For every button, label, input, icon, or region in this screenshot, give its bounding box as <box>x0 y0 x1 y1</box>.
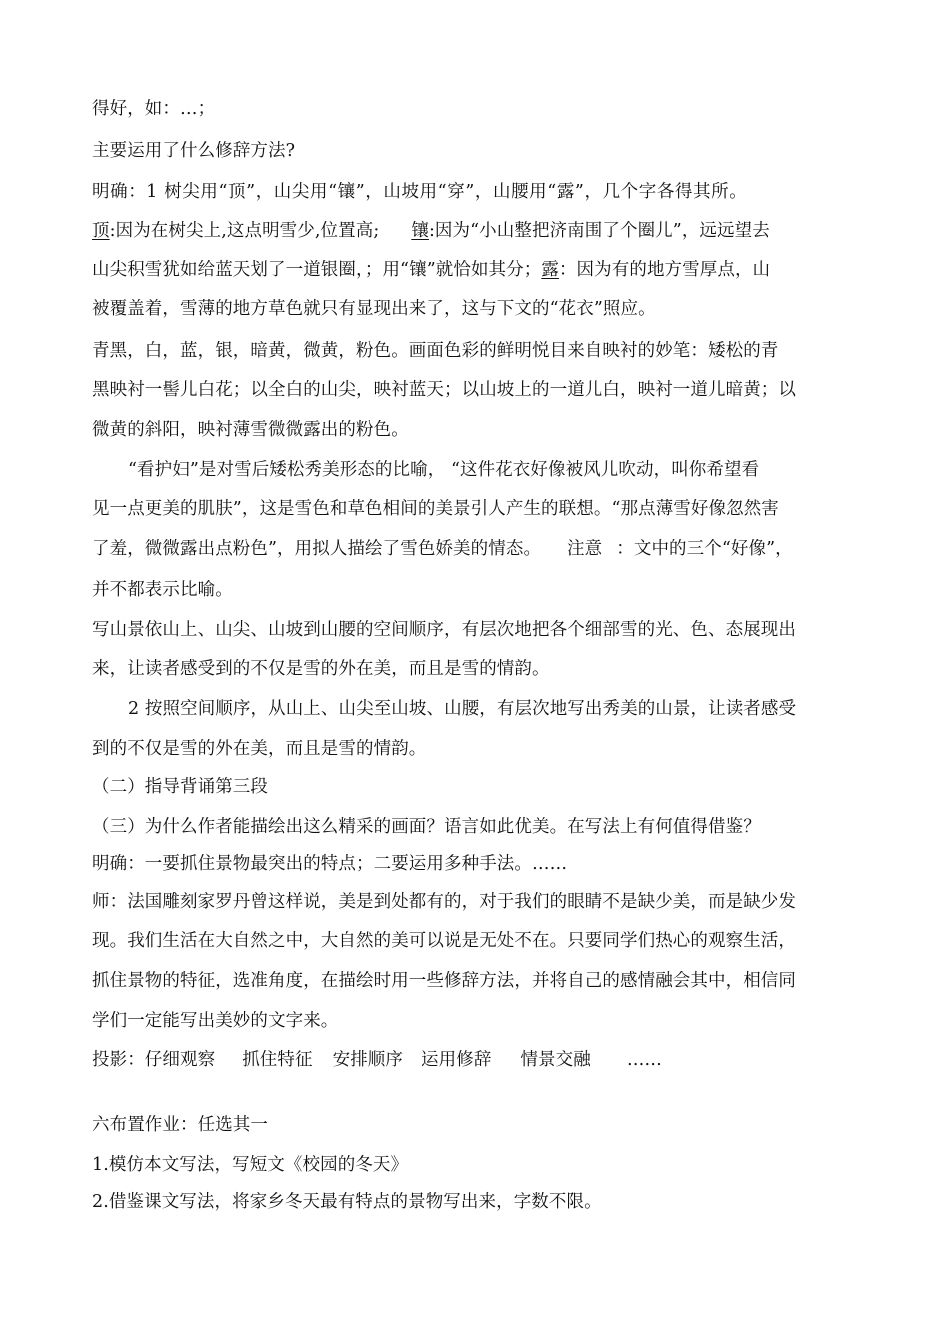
section-heading: （二）指导背诵第三段 <box>92 777 268 797</box>
text-span: 抓住特征 <box>242 1050 313 1070</box>
text-line: 写山景依山上、山尖、山坡到山腰的空间顺序，有层次地把各个细部雪的光、色、态展现出 <box>92 620 796 640</box>
underlined-word: 镶 <box>411 221 429 241</box>
text-line: 被覆盖着，雪薄的地方草色就只有显现出来了，这与下文的“花衣”照应。 <box>92 299 656 319</box>
text-span: :因为在树尖上,这点明雪少,位置高; <box>109 221 380 241</box>
list-item: 1.模仿本文写法，写短文《校园的冬天》 <box>92 1155 409 1175</box>
text-line: 抓住景物的特征，选准角度，在描绘时用一些修辞方法，并将自己的感情融会其中，相信同 <box>92 971 796 991</box>
text-span: :因为“小山整把济南围了个圈儿”，远远望去 <box>428 221 770 241</box>
text-line: 来，让读者感受到的不仅是雪的外在美，而且是雪的情韵。 <box>92 659 550 679</box>
text-line: 明确：1 树尖用“顶”，山尖用“镶”，山坡用“穿”，山腰用“露”，几个字各得其所。 <box>92 182 748 202</box>
list-item: 2.借鉴课文写法，将家乡冬天最有特点的景物写出来，字数不限。 <box>92 1192 602 1212</box>
text-span: 投影：仔细观察 <box>92 1050 216 1070</box>
text-span: 安排顺序 <box>332 1050 404 1070</box>
text-line: 明确：一要抓住景物最突出的特点；二要运用多种手法。…… <box>92 854 568 874</box>
text-line: 现。我们生活在大自然之中，大自然的美可以说是无处不在。只要同学们热心的观察生活， <box>92 931 796 951</box>
question-heading: 主要运用了什么修辞方法? <box>92 141 296 161</box>
underlined-word: 露 <box>541 260 559 280</box>
note-label: 注意 <box>567 539 603 559</box>
text-line: 师：法国雕刻家罗丹曾这样说，美是到处都有的，对于我们的眼睛不是缺少美，而是缺少发 <box>92 892 796 912</box>
text-span: 了羞，微微露出点粉色”，用拟人描绘了雪色娇美的情态。 <box>92 539 542 559</box>
projection-line <box>92 1048 882 1072</box>
text-span: ：因为有的地方雪厚点，山 <box>558 260 771 280</box>
text-line: 2 按照空间顺序，从山上、山尖至山坡、山腰，有层次地写出秀美的山景，让读者感受 <box>128 699 797 719</box>
text-line: 见一点更美的肌肤”，这是雪色和草色相间的美景引人产生的联想。“那点薄雪好像忽然害 <box>92 499 779 519</box>
text-line <box>92 219 882 243</box>
text-line: 并不都表示比喻。 <box>92 580 233 600</box>
text-line: 到的不仅是雪的外在美，而且是雪的情韵。 <box>92 739 427 759</box>
underlined-word: 顶 <box>92 221 110 241</box>
section-heading: 六布置作业：任选其一 <box>92 1115 268 1135</box>
text-span: ：文中的三个“好像”， <box>616 539 793 559</box>
text-span: 情景交融 <box>520 1050 591 1070</box>
text-line: 青黑，白，蓝，银，暗黄，微黄，粉色。画面色彩的鲜明悦目来自映衬的妙笔：矮松的青 <box>92 341 779 361</box>
text-span: …… <box>626 1050 663 1070</box>
text-line: “看护妇”是对雪后矮松秀美形态的比喻， “这件花衣好像被风儿吹动，叫你希望看 <box>128 460 760 480</box>
text-line: 学们一定能写出美妙的文字来。 <box>92 1011 339 1031</box>
text-line <box>92 537 882 561</box>
text-line <box>92 258 882 282</box>
section-heading: （三）为什么作者能描绘出这么精采的画面？语言如此优美。在写法上有何值得借鉴？ <box>92 817 761 837</box>
text-line: 得好，如：…； <box>92 99 216 119</box>
text-line: 微黄的斜阳，映衬薄雪微微露出的粉色。 <box>92 420 409 440</box>
text-line: 黑映衬一髻儿白花；以全白的山尖，映衬蓝天；以山坡上的一道儿白，映衬一道儿暗黄；以 <box>92 380 796 400</box>
text-span: 运用修辞 <box>421 1050 492 1070</box>
text-span: 山尖积雪犹如给蓝天划了一道银圈，；用“镶”就恰如其分； <box>92 260 542 280</box>
